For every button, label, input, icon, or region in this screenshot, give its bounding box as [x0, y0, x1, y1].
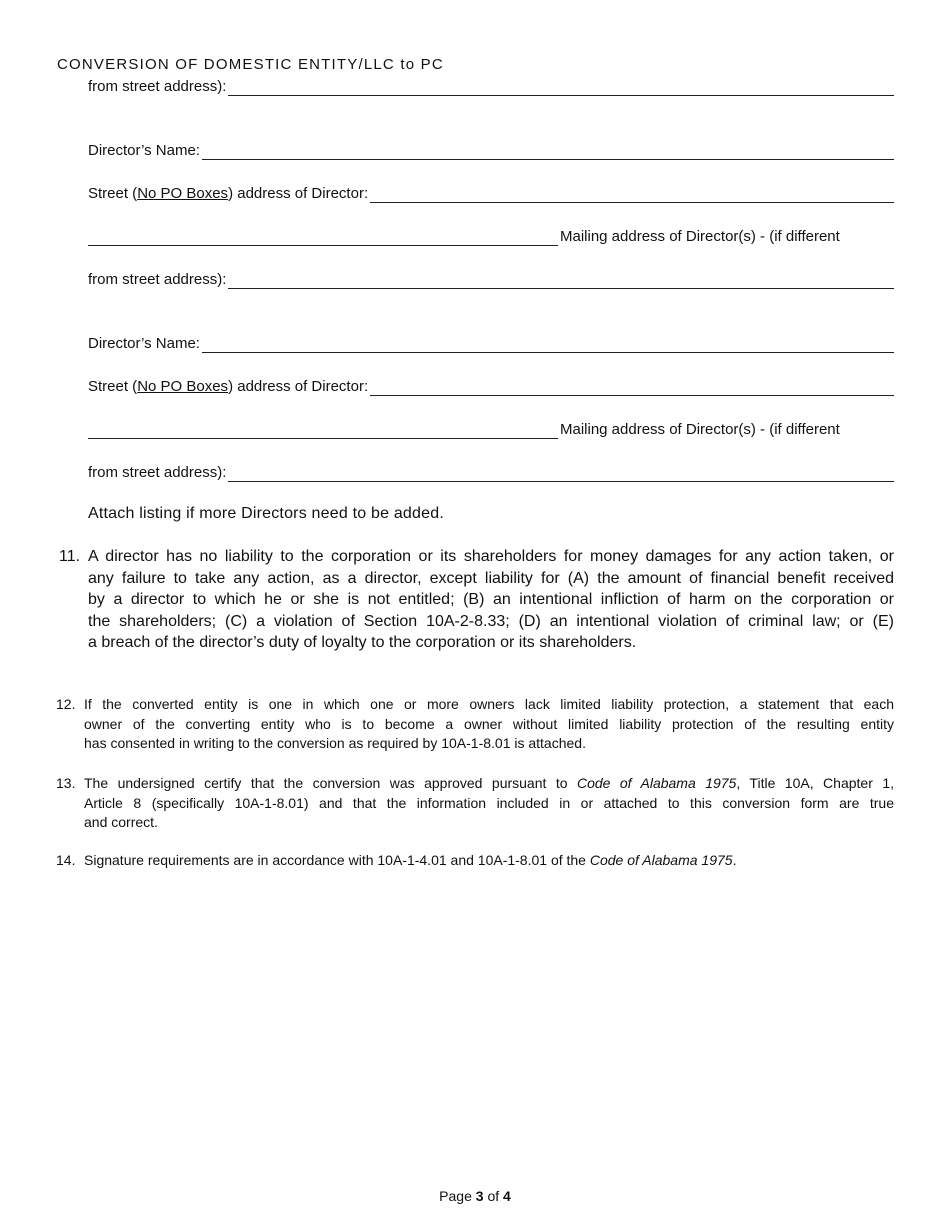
item-12-paragraph: 12. If the converted entity is one in which one or more owners lack limited liability protection, a statement that each owner of the converting entity who is to become a owner without limited liability protection of the resulting entity has consented in writing to the conversion as required by 10A-1-8.01 is attached.: [56, 696, 894, 751]
director-name-label: Director’s Name:: [88, 142, 200, 159]
mailing-address-field[interactable]: [228, 271, 894, 289]
item-11-paragraph: 11. A director has no liability to the corporation or its shareholders for money damages for any action taken, or any failure to take any action, as a director, except liability for (A) the amount of financial benefit received by a director to which he or she is not entitled; (B) an intentional infliction of harm on the corporation or the shareholders; (C) a violation of Section 10A-2-8.33; (D) an intentional violation of criminal law; or (E) a breach of the director’s duty of loyalty to the corporation or its shareholders.: [59, 548, 894, 652]
mailing-address-row-1: [88, 224, 894, 246]
from-street-label: from street address):: [88, 271, 227, 288]
mailing-address-field[interactable]: [228, 464, 894, 482]
from-street-label: from street address):: [88, 78, 227, 95]
form-header-title: CONVERSION OF DOMESTIC ENTITY/LLC to PC: [57, 56, 444, 73]
mailing-address-label: Mailing address of Director(s) - (if different: [560, 228, 840, 245]
item-number: 13.: [56, 775, 76, 791]
item-14-paragraph: 14. Signature requirements are in accordance with 10A-1-4.01 and 10A-1-8.01 of the Code of Alabama 1975.: [84, 851, 894, 871]
mailing-address-field[interactable]: [228, 78, 894, 96]
mailing-address-continuation-row-0: [88, 74, 894, 96]
item-number: 11.: [59, 548, 81, 565]
director-name-row-1: [88, 138, 894, 160]
mailing-address-label: Mailing address of Director(s) - (if different: [560, 421, 840, 438]
item-13-paragraph: 13. The undersigned certify that the conversion was approved pursuant to Code of Alabama 1975, Title 10A, Chapter 1, Article 8 (specifically 10A-1-8.01) and that the information included in or attached to this conversion form are true and correct.: [56, 775, 894, 830]
from-street-label: from street address):: [88, 464, 227, 481]
street-address-field-continued[interactable]: [88, 421, 558, 439]
street-address-label: Street (No PO Boxes) address of Director:: [88, 378, 369, 395]
street-address-field[interactable]: [370, 185, 894, 203]
director-name-field[interactable]: [202, 335, 894, 353]
director-name-row-2: [88, 331, 894, 353]
mailing-address-row-2: [88, 417, 894, 439]
street-address-row-1: [88, 181, 894, 203]
mailing-address-continuation-row-1: [88, 267, 894, 289]
director-name-label: Director’s Name:: [88, 335, 200, 352]
item-number: 14.: [56, 852, 76, 868]
street-address-field[interactable]: [370, 378, 894, 396]
mailing-address-continuation-row-2: [88, 460, 894, 482]
attach-listing-note: Attach listing if more Directors need to be added.: [88, 505, 444, 522]
street-address-row-2: [88, 374, 894, 396]
page-number-footer: Page 3 of 4: [439, 1188, 511, 1204]
item-number: 12.: [56, 696, 76, 712]
director-name-field[interactable]: [202, 142, 894, 160]
street-address-label: Street (No PO Boxes) address of Director:: [88, 185, 369, 202]
street-address-field-continued[interactable]: [88, 228, 558, 246]
